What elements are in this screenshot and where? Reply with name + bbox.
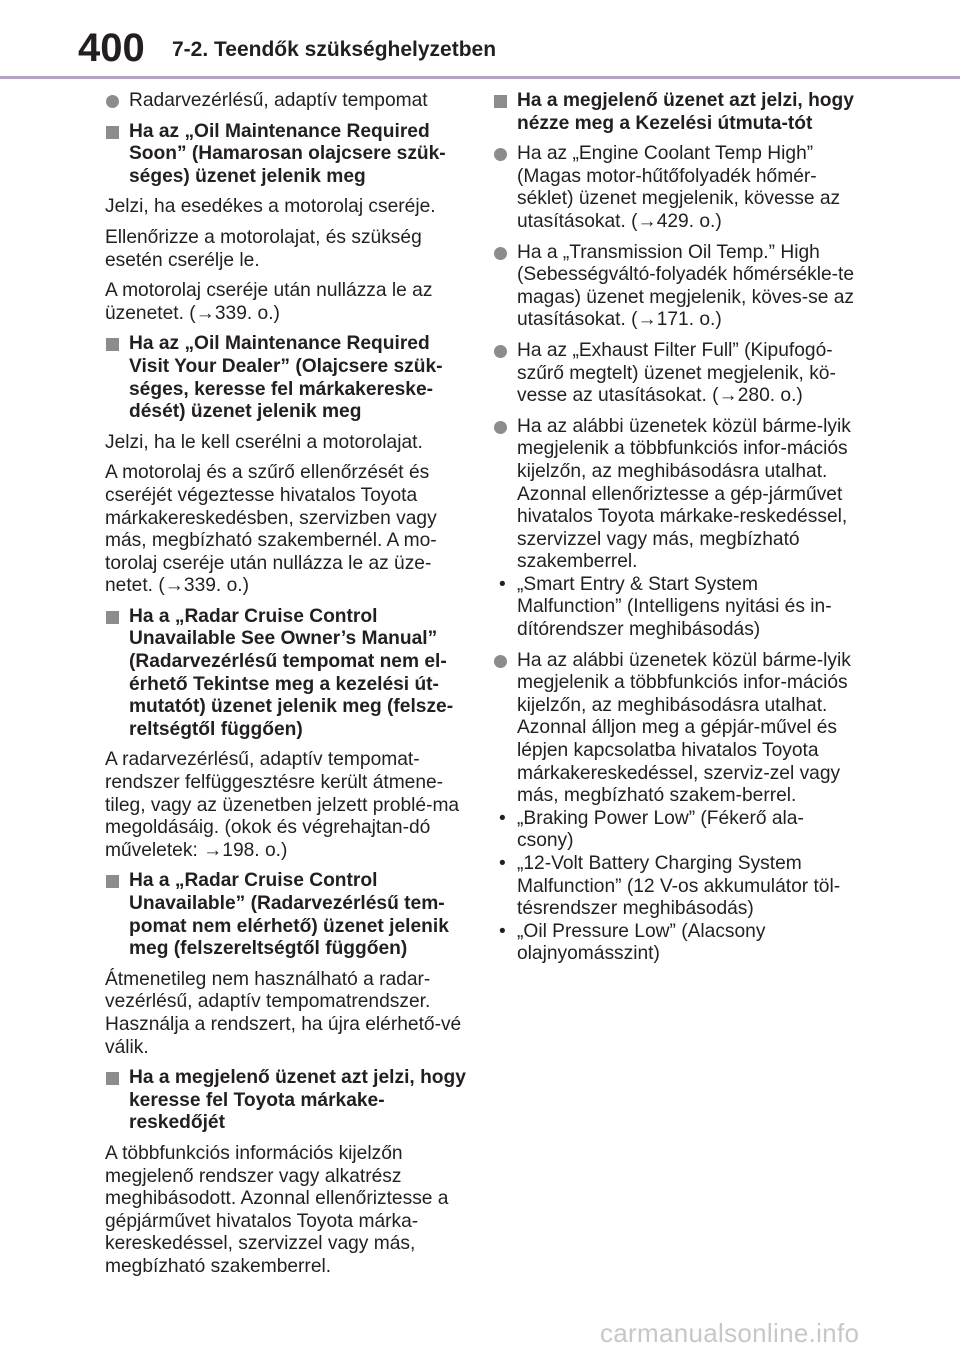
body-paragraph: A többfunkciós információs kijelzőn megjelenő rendszer vagy alkatrész meghibásodott. Azonnal ellenőriztesse a gépjárművet hivatalos Toyota márka-kereskedéssel, szervizzel vagy más, megbízható szakemberrel. xyxy=(105,1142,449,1277)
body-paragraph: Jelzi, ha le kell cserélni a motorolajat. xyxy=(105,431,423,453)
heading-text: Ha a megjelenő üzenet azt jelzi, hogy nézze meg a Kezelési útmuta-tót xyxy=(517,90,854,134)
watermark: carmanualsonline.info xyxy=(600,1318,860,1348)
item-text: Ha az alábbi üzenetek közül bárme-lyik megjelenik a többfunkciós infor-mációs kijelzőn, az meghibásodásra utalhat. Azonnal ellenőriztesse a gép-járművet hivatalos Toyota márkake-reskedéssel, szervizzel vagy más, megbízható szakemberrel. xyxy=(517,415,851,573)
dot-list-item xyxy=(493,143,858,233)
bullet-icon: • xyxy=(499,573,506,595)
heading-text: Ha az „Oil Maintenance Required Visit Your Dealer” (Olajcsere szük-séges, keresse fel márkakereske-dését) üzenet jelenik meg xyxy=(129,333,443,423)
item-text: Ha az „Engine Coolant Temp High” (Magas motor-hűtőfolyadék hőmér-séklet) üzenet megjelenik, kövesse az utasításokat. (→429. o.) xyxy=(517,143,841,232)
item-text: Radarvezérlésű, adaptív tempomat xyxy=(129,90,428,111)
dot-list-item xyxy=(105,90,467,113)
item-text: Ha az alábbi üzenetek közül bárme-lyik megjelenik a többfunkciós infor-mációs kijelzőn, az meghibásodásra utalhat. Azonnal álljon meg a gépjár-művel és lépjen kapcsolatba hivatalos Toyota márkakereskedéssel, szerviz-zel vagy más, megbízható szakem-berrel. xyxy=(517,649,851,807)
square-marker-icon xyxy=(494,95,507,108)
bullet-item xyxy=(493,853,858,921)
header-divider xyxy=(0,76,960,79)
section-heading xyxy=(493,90,858,135)
section-heading xyxy=(105,333,467,423)
dot-list-item xyxy=(493,650,858,966)
bullet-text: „Braking Power Low” (Fékerő ala-csony) xyxy=(517,807,804,852)
right-column xyxy=(493,90,858,974)
body-paragraph: A motorolaj cseréje után nullázza le az üzenetet. (→339. o.) xyxy=(105,280,433,324)
dot-marker-icon xyxy=(494,345,507,358)
dot-marker-icon xyxy=(494,247,507,260)
square-marker-icon xyxy=(106,1072,119,1085)
bullet-icon: • xyxy=(499,853,506,874)
section-heading xyxy=(105,606,467,742)
dot-list-item xyxy=(493,416,858,642)
bullet-text: „Smart Entry & Start System Malfunction” (Intelligens nyitási és in-dítórendszer meghibásodás) xyxy=(517,573,832,641)
dot-marker-icon xyxy=(494,421,507,434)
item-text: Ha a „Transmission Oil Temp.” High (Sebességváltó-folyadék hőmérsékle-te magas) üzenet megjelenik, köves-se az utasításokat. (→171. o.) xyxy=(517,241,855,331)
section-heading xyxy=(105,121,467,189)
item-text: Ha az „Exhaust Filter Full” (Kipufogó-szűrő megtelt) üzenet megjelenik, kö-vesse az utasításokat. (→280. o.) xyxy=(517,339,836,407)
heading-text: Ha az „Oil Maintenance Required Soon” (Hamarosan olajcsere szük-séges) üzenet jelenik meg xyxy=(129,120,446,187)
bullet-item xyxy=(493,808,858,853)
body-paragraph: Jelzi, ha esedékes a motorolaj cseréje. xyxy=(105,196,436,218)
dot-list-item xyxy=(493,242,858,332)
bullet-icon: • xyxy=(499,807,506,829)
page-header xyxy=(0,0,960,78)
body-paragraph: A motorolaj és a szűrő ellenőrzését és cseréjét végeztesse hivatalos Toyota márkakereskedésben, szervizben vagy más, megbízható szakembernél. A mo-torolaj cseréje után nullázza le az üze-netet. (→339. o.) xyxy=(105,462,437,597)
page-number: 400 xyxy=(78,26,145,70)
dot-marker-icon xyxy=(106,95,119,108)
dot-marker-icon xyxy=(494,148,507,161)
square-marker-icon xyxy=(106,875,119,888)
body-paragraph: Átmenetileg nem használható a radar-vezérlésű, adaptív tempomatrendszer. Használja a rendszert, ha újra elérhető-vé válik. xyxy=(105,968,462,1058)
body-paragraph: A radarvezérlésű, adaptív tempomat-rendszer felfüggesztésre került átmene-tileg, vagy az üzenetben jelzett problé-ma megoldásáig. (okok és végrehajtan-dó műveletek: →198. o.) xyxy=(105,749,460,861)
dot-marker-icon xyxy=(494,655,507,668)
square-marker-icon xyxy=(106,126,119,139)
bullet-item xyxy=(493,921,858,966)
square-marker-icon xyxy=(106,338,119,351)
left-column xyxy=(105,90,467,1287)
heading-text: Ha a megjelenő üzenet azt jelzi, hogy keresse fel Toyota márkake-reskedőjét xyxy=(129,1067,466,1134)
bullet-text: „Oil Pressure Low” (Alacsony olajnyomásszint) xyxy=(517,920,766,965)
section-title: 7-2. Teendők szükséghelyzetben xyxy=(172,38,497,61)
bullet-icon: • xyxy=(499,920,506,942)
square-marker-icon xyxy=(106,611,119,624)
dot-list-item xyxy=(493,340,858,408)
section-heading xyxy=(105,870,467,960)
heading-text: Ha a „Radar Cruise Control Unavailable” (Radarvezérlésű tem-pomat nem elérhető) üzenet jelenik meg (felszereltségtől függően) xyxy=(129,870,449,960)
bullet-item xyxy=(493,574,858,642)
heading-text: Ha a „Radar Cruise Control Unavailable See Owner’s Manual” (Radarvezérlésű tempomat nem el-érhető Tekintse meg a kezelési út-mutatót) üzenet jelenik meg (felsze-reltségtől függően) xyxy=(129,605,454,740)
body-paragraph: Ellenőrizze a motorolajat, és szükség esetén cserélje le. xyxy=(105,226,422,271)
section-heading xyxy=(105,1067,467,1135)
bullet-text: „12-Volt Battery Charging System Malfunction” (12 V-os akkumulátor töl-tésrendszer meghibásodás) xyxy=(517,853,841,920)
